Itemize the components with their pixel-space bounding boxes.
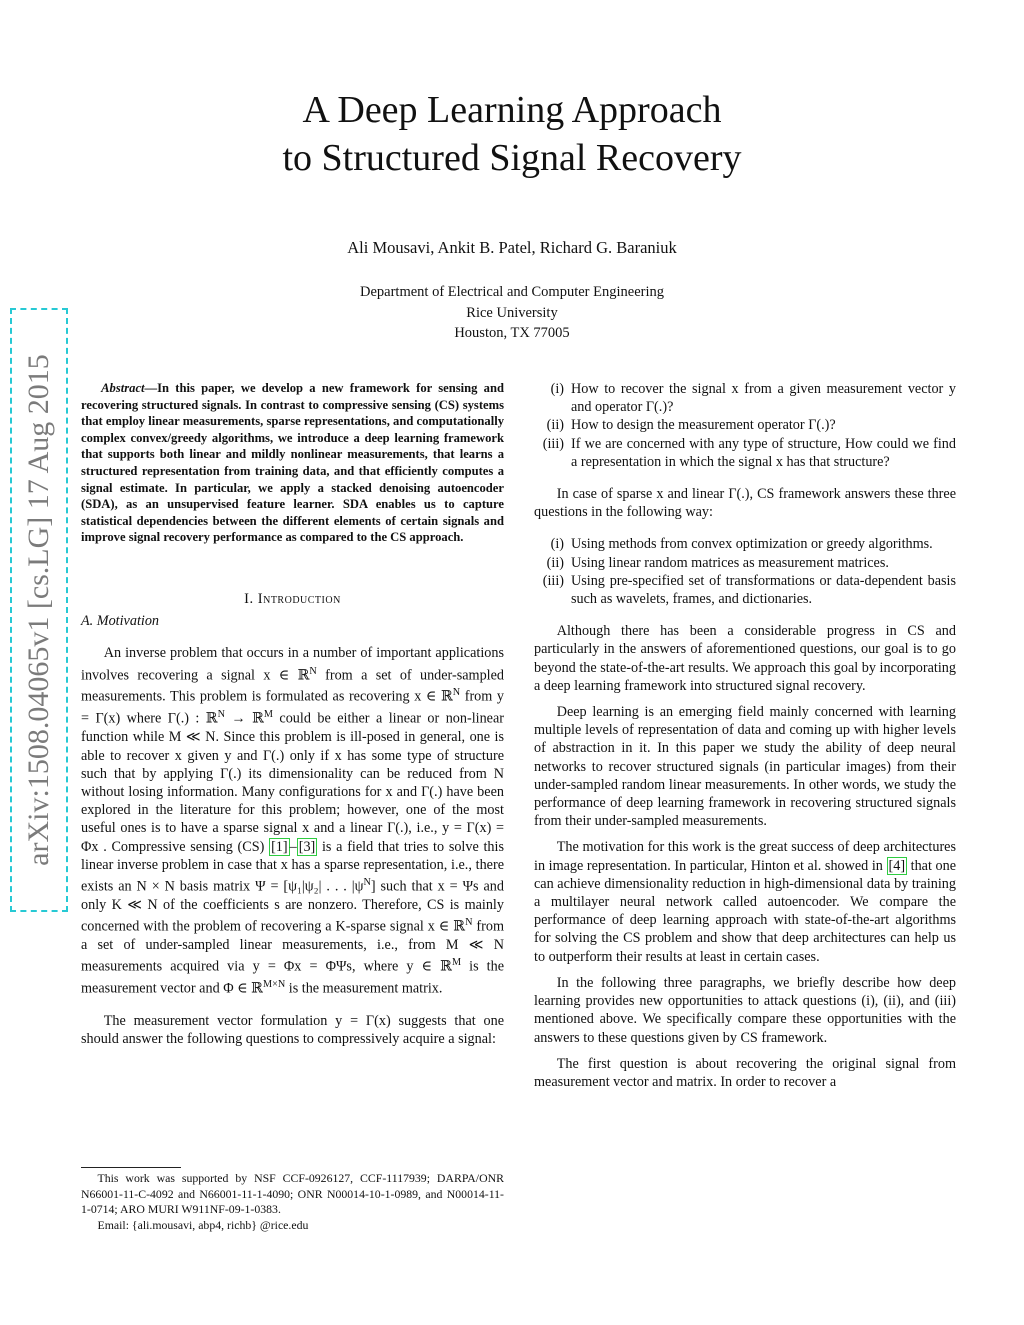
list-item-text: Using methods from convex optimization or greedy algorithms. xyxy=(571,536,933,553)
text-run: y = Γ(x) = Φx xyxy=(81,820,504,855)
section-title: Introduction xyxy=(257,590,341,607)
superscript: M xyxy=(451,957,462,969)
subsection-heading: A. Motivation xyxy=(81,613,160,630)
footnote-rule xyxy=(81,1167,181,1168)
list-item-number: (iii) xyxy=(542,435,564,452)
superscript: N xyxy=(363,876,371,888)
intro-paragraph-2 xyxy=(81,1012,504,1048)
text-run: has a sparse representation, i.e., there exists an xyxy=(81,856,504,895)
text-run: and operator xyxy=(571,399,646,416)
text-run: – xyxy=(289,838,297,855)
section-heading xyxy=(81,590,504,608)
text-run: x = Ψs xyxy=(437,878,479,895)
text-run: where xyxy=(120,711,168,728)
intro-paragraph-1 xyxy=(81,644,504,998)
author-list: Ali Mousavi, Ankit B. Patel, Richard G. Baraniuk xyxy=(347,238,677,257)
list-item-text: Using linear random matrices as measurement matrices. xyxy=(571,554,889,571)
text-run: K xyxy=(335,918,346,935)
list-item-number: (ii) xyxy=(546,417,564,434)
text-run: Γ(.) xyxy=(220,765,242,782)
text-run: such that xyxy=(375,878,438,895)
text-run: and xyxy=(231,747,263,764)
text-run: Γ(.) xyxy=(262,747,285,764)
text-run: ] xyxy=(370,878,376,895)
text-run: y = Φx = ΦΨs xyxy=(252,959,352,975)
text-run: N × N xyxy=(136,878,175,895)
text-run: and linear xyxy=(663,486,729,503)
right-column xyxy=(534,380,956,1091)
list-item xyxy=(534,572,956,608)
footnote xyxy=(81,1167,504,1233)
text-run: ? xyxy=(829,417,836,434)
text-run: x ∈ ℝ xyxy=(263,667,310,684)
arxiv-stamp xyxy=(10,308,68,912)
list-item xyxy=(534,554,956,572)
text-run: Γ(.) xyxy=(808,417,830,434)
list-item xyxy=(534,380,956,416)
text-run: and only xyxy=(81,878,504,913)
affiliation-university: Rice University xyxy=(466,304,558,321)
superscript: N xyxy=(465,917,473,929)
text-run: , i.e., xyxy=(408,820,443,837)
text-run: has some type of structure such that by applying xyxy=(81,747,504,782)
text-run: x ∈ ℝ xyxy=(414,689,453,706)
deep-learning-paragraph: Deep learning is an emerging field mainly concerned with learning multiple levels of representation of data and coming up with higher levels of abstraction in it. In this paper we study the ability of deep neural networks to recover structured signals (in particular images) from their under-sampled random linear measurements. In other words, we study the performance of deep learning framework in recovering structured signals from their under-sampled measurements. xyxy=(534,704,956,830)
funding-note: This work was supported by NSF CCF-0926127, CCF-1117939; DARPA/ONR N66001-11-C-4092 and N66001-11-1-4090; ONR N00014-10-1-0989, and N00014-11-1-0714; ARO MURI W911NF-09-1-0383. xyxy=(81,1171,504,1216)
text-run: only if xyxy=(284,747,335,764)
text-run: Γ(.) xyxy=(421,783,443,800)
text-run: of the coefficients xyxy=(157,896,275,913)
text-run: x xyxy=(731,381,739,397)
text-run: y xyxy=(224,747,232,764)
list-item-number: (i) xyxy=(550,536,564,553)
text-run: -sparse signal xyxy=(345,918,428,935)
title-line-2: to Structured Signal Recovery xyxy=(282,137,742,179)
text-run: In case of sparse xyxy=(556,486,657,503)
left-column xyxy=(81,380,504,1049)
list-item-text: Using pre-specified set of transformations or data-dependent basis such as wavelets, frames, and dictionaries. xyxy=(571,572,956,608)
abstract-label: Abstract xyxy=(101,381,145,395)
list-item xyxy=(534,535,956,553)
text-run: and a linear xyxy=(309,820,388,837)
text-run: Ψ = [ψ₁|ψ₂| . . . |ψ xyxy=(255,878,364,895)
text-run: suggests that one should answer the following questions to compressively acquire a signal: xyxy=(81,1013,505,1048)
list-item-number: (iii) xyxy=(542,572,564,589)
text-run: x xyxy=(302,820,310,837)
text-run: ? xyxy=(667,399,674,416)
text-run: How to design the measurement operator xyxy=(571,417,809,434)
text-run: The measurement vector formulation xyxy=(103,1013,336,1030)
text-run: is the measurement matrix. xyxy=(285,980,443,997)
text-run: x ∈ ℝ xyxy=(427,918,466,935)
text-run: is the measurement vector and xyxy=(81,959,505,997)
cs-intro-paragraph xyxy=(534,485,956,521)
text-run: are nonzero. Therefore, CS is mainly concerned with the problem of recovering a xyxy=(81,896,504,935)
abstract-text: —In this paper, we develop a new framework for sensing and recovering structured signals. In contrast to compressive sensing (CS) systems that employ linear measurements, sparse representations, and computationally complex convex/greedy algorithms, we introduce a deep learning framework that supports both linear and mildly nonlinear measurements, that learns a structured representation from training data, and that efficiently computes a signal estimate. In particular, we apply a stacked denoising autoencoder (SDA), as an unsupervised feature learner. SDA enables us to capture statistical dependencies between the different elements of certain signals and improve signal recovery performance as compared to the CS approach. xyxy=(81,381,504,545)
text-run: The motivation for this work is the great success of deep architectures in image representation. In particular, Hinton et al. showed in xyxy=(534,839,956,874)
text-run: Γ(.) xyxy=(728,486,750,503)
text-run: Φ ∈ ℝ xyxy=(223,980,263,997)
text-run: An inverse problem that occurs in a number of important applications involves recovering a signal xyxy=(81,645,504,684)
paper-title xyxy=(0,86,1024,182)
citation-link[interactable]: [3] xyxy=(298,838,316,855)
superscript: M xyxy=(263,709,273,721)
first-question-paragraph: The first question is about recovering the original signal from measurement vector and matrix. In order to recover a xyxy=(534,1055,956,1090)
text-run: y = Γ(x) xyxy=(81,689,504,728)
section-number: I. xyxy=(244,590,254,607)
citation-link[interactable]: [4] xyxy=(888,857,906,874)
text-run: y ∈ ℝ xyxy=(406,959,452,975)
text-run: basis matrix xyxy=(174,878,256,895)
text-run: x xyxy=(656,486,664,503)
text-run: How to recover the signal xyxy=(571,381,732,397)
text-run: . Compressive sensing (CS) xyxy=(98,838,270,855)
text-run: Γ(.) xyxy=(645,399,668,416)
superscript: N xyxy=(217,709,225,721)
text-run: could be either a linear or non-linear function while xyxy=(81,711,504,746)
progress-paragraph: Although there has been a considerable progress in CS and particularly in the answers of aforementioned questions, our goal is to go beyond the state-of-the-art results. We approach this goal by incorporating a deep learning framework into structured signal recovery. xyxy=(534,623,956,694)
text-run: have been explored in the literature for this problem; however, one of the most useful ones is to have a sparse signal xyxy=(81,783,504,837)
title-line-1: A Deep Learning Approach xyxy=(302,89,722,131)
text-run: its dimensionality can be reduced from xyxy=(241,765,494,782)
text-run: given xyxy=(181,747,225,764)
text-run: from xyxy=(460,689,497,706)
text-run: y = Γ(x) xyxy=(335,1013,391,1030)
text-run: x xyxy=(334,747,342,764)
affiliation-location: Houston, TX 77005 xyxy=(454,325,570,341)
text-run: Γ(.) xyxy=(387,820,409,837)
text-run: , where xyxy=(351,959,407,975)
text-run: has that structure? xyxy=(782,453,890,470)
text-run: Γ(.) : ℝ xyxy=(167,711,218,728)
arxiv-stamp-text: arXiv:1508.04065v1 [cs.LG] 17 Aug 2015 xyxy=(22,354,55,866)
text-run: is a field that tries to solve this linear inverse problem in case that xyxy=(81,838,504,873)
text-run: K ≪ N xyxy=(111,896,158,913)
superscript: N xyxy=(309,665,317,677)
text-run: If we are concerned with any type of structure, How could we find a representation in which the signal xyxy=(571,435,956,470)
answer-list xyxy=(534,535,956,608)
text-run: x xyxy=(174,747,182,764)
text-run: . Since this problem is ill-posed in general, one is able to recover xyxy=(81,729,505,764)
text-run: and xyxy=(392,783,422,800)
following-paragraph: In the following three paragraphs, we briefly describe how deep learning provides new opportunities to attack questions (i), (ii), and (iii) mentioned above. We specifically compare these opportunities with the answers to these questions given by CS framework. xyxy=(534,974,956,1046)
text-run: from a set of under-sampled measurements. This problem is formulated as recovering xyxy=(81,667,505,706)
text-run: , CS framework answers these three questions in the following way: xyxy=(534,486,957,521)
email-note: Email: {ali.mousavi, abp4, richb} @rice.edu xyxy=(97,1217,309,1232)
text-run: N xyxy=(493,765,504,782)
text-run: without losing information. Many configurations for xyxy=(81,783,386,800)
text-run: M ≪ N xyxy=(168,729,216,746)
affiliation-department: Department of Electrical and Computer Engineering xyxy=(360,284,664,300)
text-run: from a given measurement vector xyxy=(738,381,949,397)
superscript: N xyxy=(452,687,461,699)
abstract xyxy=(81,380,504,546)
text-run: that one can achieve dimensionality reduction in high-dimensional data by training a multilayer neural network called autoencoder. We compare the performance of deep learning approach with state-of-the-art algorithms for solving the CS problem and show that deep architectures can help us to outperform their results at least in certain cases. xyxy=(534,857,956,965)
text-run: y xyxy=(948,381,956,397)
text-run: → ℝ xyxy=(224,711,264,728)
text-run: from a set of under-sampled linear measurements, i.e., from xyxy=(81,918,504,954)
motivation-paragraph xyxy=(534,838,956,965)
text-run: x xyxy=(385,783,393,800)
text-run: x xyxy=(775,453,783,470)
list-item xyxy=(534,416,956,434)
list-item-number: (i) xyxy=(550,381,564,397)
citation-link[interactable]: [1] xyxy=(271,838,288,855)
text-run: s xyxy=(274,896,280,913)
text-run: x xyxy=(280,856,288,873)
superscript: M×N xyxy=(262,979,286,991)
text-run: M ≪ N xyxy=(445,937,505,954)
affiliation xyxy=(0,282,1024,344)
text-run: measurements acquired via xyxy=(81,959,253,975)
list-item xyxy=(534,435,956,471)
question-list xyxy=(534,380,956,471)
list-item-number: (ii) xyxy=(546,554,564,571)
